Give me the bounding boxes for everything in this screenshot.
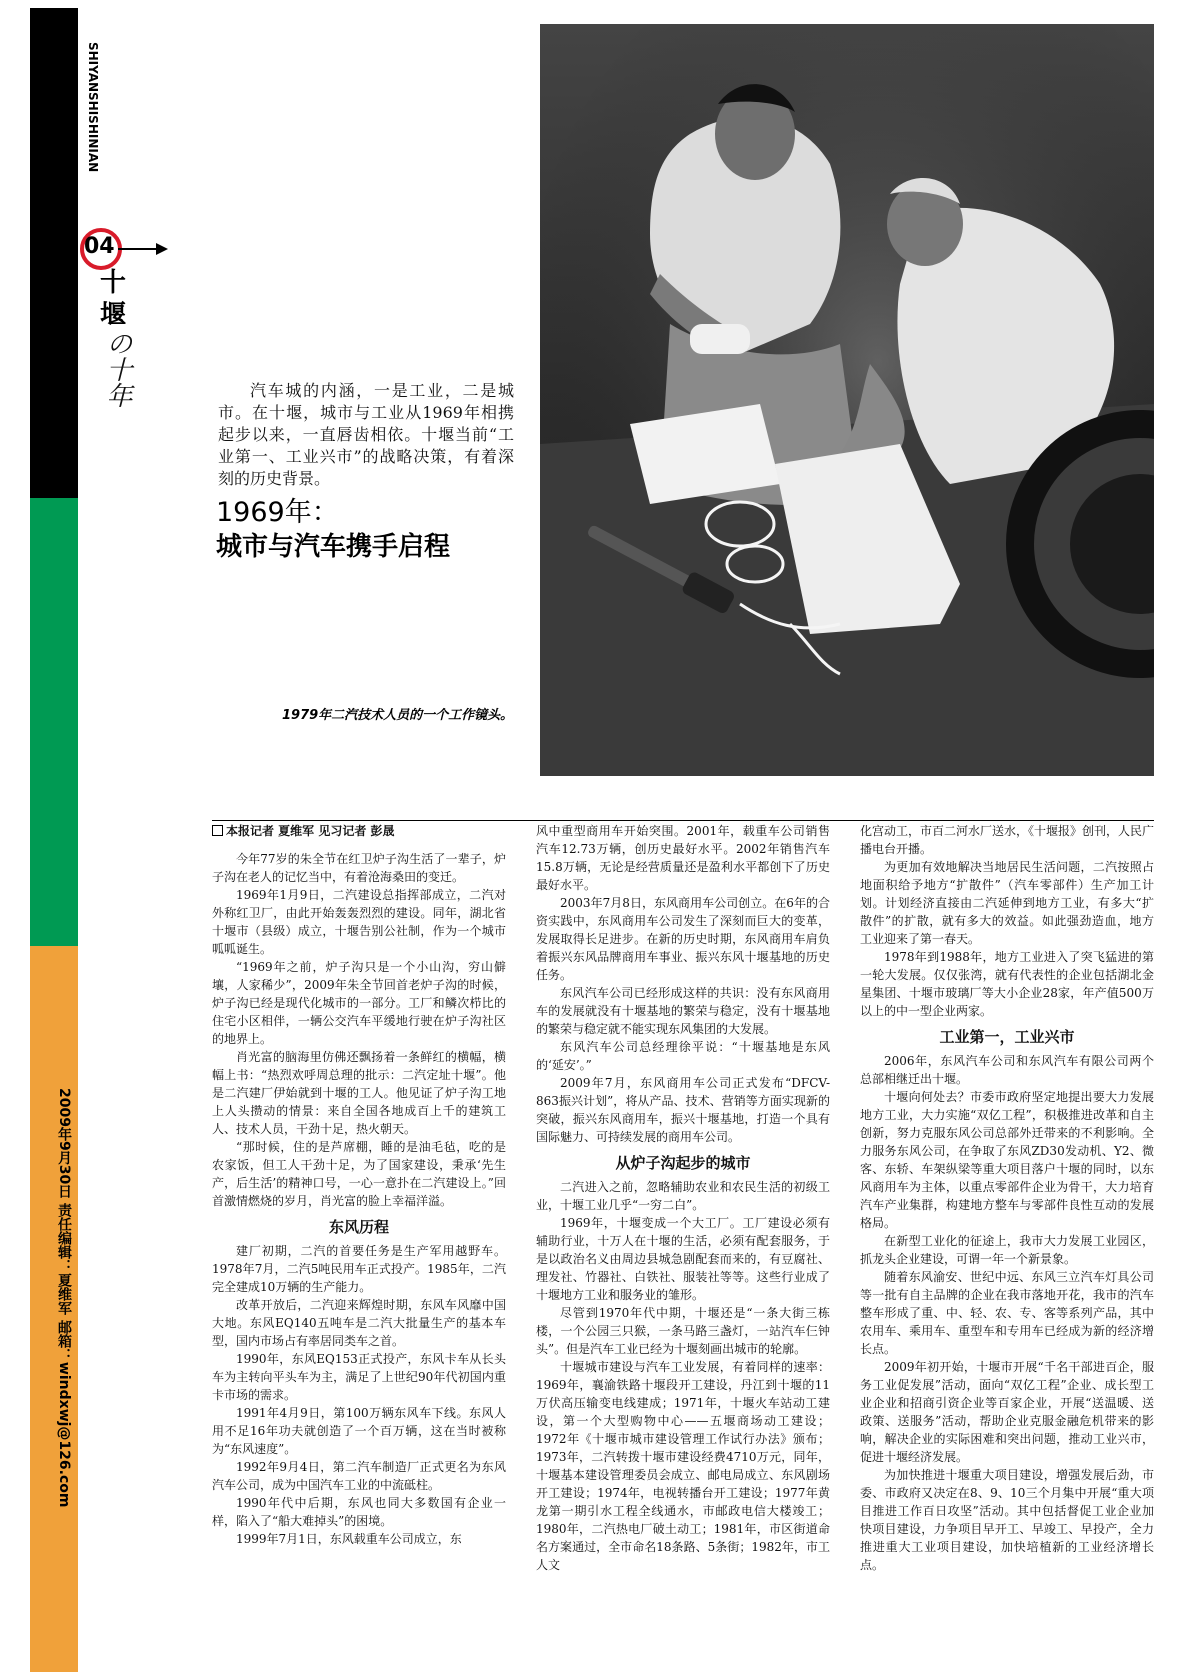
paragraph: 尽管到1970年代中期，十堰还是“一条大街三栋楼，一个公园三只猴，一条马路三盏灯，一站汽车仨钟头”。但是汽车工业已经为十堰刻画出城市的轮廓。 (536, 1306, 830, 1356)
sidebar-band-green (30, 498, 78, 946)
paragraph: 今年77岁的朱全节在红卫炉子沟生活了一辈子，炉子沟在老人的记忆当中，有着沧海桑田的变迁。 (212, 852, 506, 884)
logo-char-shi: 十 (100, 268, 127, 298)
paragraph: 二汽进入之前，忽略辅助农业和农民生活的初级工业，十堰工业几乎“一穷二白”。 (536, 1180, 830, 1212)
arrow-icon (118, 248, 158, 250)
sidebar-band-black (30, 8, 78, 498)
section-heading-dongfeng: 东风历程 (328, 1218, 389, 1236)
headline-year: 1969年： (216, 497, 339, 528)
logo-tail: の十年 (102, 330, 132, 408)
paragraph: 化宫动工，市百二河水厂送水，《十堰报》创刊，人民广播电台开播。 (860, 824, 1155, 856)
paragraph: 1992年9月4日，第二汽车制造厂正式更名为东风汽车公司，成为中国汽车工业的中流砥柱。 (212, 1460, 506, 1492)
footer-date-editor: 2009年9月30日 责任编辑：夏维军 邮箱：windxwj@126.com (56, 1088, 72, 1508)
lead-paragraph: 汽车城的内涵，一是工业，二是城市。在十堰，城市与工业从1969年相携起步以来，一直唇齿相依。十堰当前“工业第一、工业兴市”的战略决策，有着深刻的历史背景。 (218, 381, 514, 488)
workers-photo-illustration (540, 24, 1154, 776)
paragraph: 在新型工业化的征途上，我市大力发展工业园区，抓龙头企业建设，可谓一年一个新景象。 (860, 1234, 1154, 1266)
square-icon (212, 825, 223, 836)
logo-char-yan: 堰 (100, 300, 127, 330)
article-column-2 (536, 822, 830, 1574)
paragraph: 1990年代中后期，东风也同大多数国有企业一样，陷入了“船大难掉头”的困境。 (212, 1496, 506, 1528)
paragraph: 2003年7月8日，东风商用车公司创立。在6年的合资实践中，东风商用车公司发生了深刻而巨大的变革，发展取得长足进步。在新的历史时期，东风商用车肩负着振兴东风品牌商用车事业、振兴东风十堰基地的历史任务。 (536, 896, 830, 982)
paragraph: 2009年初开始，十堰市开展“千名干部进百企，服务工业促发展”活动，面向“双亿工程”企业、成长型工业企业和招商引资企业等百家企业，开展“送温暖、送政策、送服务”活动，帮助企业克服金融危机带来的影响，解决企业的实际困难和突出问题，推动工业兴市，促进十堰经济发展。 (860, 1360, 1154, 1464)
paragraph: 建厂初期，二汽的首要任务是生产军用越野车。1978年7月，二汽5吨民用车正式投产。1985年，二汽完全建成10万辆的生产能力。 (212, 1244, 506, 1294)
headline-subtitle: 城市与汽车携手启程 (216, 532, 451, 562)
paragraph: 东风汽车公司总经理徐平说：“十堰基地是东风的‘延安’。” (536, 1040, 830, 1072)
byline: 本报记者 夏维军 见习记者 彭晟 (212, 822, 506, 840)
photo-caption: 1979年二汽技术人员的一个工作镜头。 (282, 708, 514, 723)
paragraph: 风中重型商用车开始突围。2001年，载重车公司销售汽车12.73万辆，创历史最好水平。2002年销售汽车15.8万辆，无论是经营质量还是盈利水平都创下了历史最好水平。 (536, 824, 830, 892)
section-heading-city: 从炉子沟起步的城市 (615, 1154, 751, 1172)
article-column-1 (212, 822, 506, 1548)
paragraph: 十堰向何处去？市委市政府坚定地提出要大力发展地方工业，大力实施“双亿工程”，积极推进改革和自主创新，努力克服东风公司总部外迁带来的不利影响。全力服务东风公司，在争取了东风ZD30发动机、Y2、微客、东轿、车架纵梁等重大项目落户十堰的同时，以东风商用车为主体，以重点零部件企业为骨干，大力培育汽车产业集群，构建地方整车与零部件良性互动的发展格局。 (860, 1090, 1154, 1230)
paragraph: 东风汽车公司已经形成这样的共识：没有东风商用车的发展就没有十堰基地的繁荣与稳定，没有十堰基地的繁荣与稳定就不能实现东风集团的大发展。 (536, 986, 830, 1036)
paragraph: 1990年，东风EQ153正式投产，东风卡车从长头车为主转向平头车为主，满足了上世纪90年代初国内重卡市场的需求。 (212, 1352, 506, 1402)
paragraph: 1991年4月9日，第100万辆东风车下线。东风人用不足16年功夫就创造了一个百万辆，这在当时被称为“东风速度”。 (212, 1406, 506, 1456)
section-pinyin: SHIYANSHISHINIAN (86, 42, 100, 173)
paragraph: 十堰城市建设与汽车工业发展，有着同样的速率：1969年，襄渝铁路十堰段开工建设，丹江到十堰的11万伏高压输变电线建成；1971年，十堰火车站动工建设，第一个大型购物中心——五堰商场动工建设；1972年《十堰市城市建设管理工作试行办法》颁布；1973年，二汽转拨十堰市建设经费4710万元，同年，十堰基本建设管理委员会成立、邮电局成立、东风剧场开工建设；1974年，电视转播台开工建设；1977年黄龙第一期引水工程全线通水，市邮政电信大楼竣工；1980年，二汽热电厂破土动工；1981年，市区街道命名方案通过，全市命名18条路、5条街；1982年，市工人文 (536, 1360, 830, 1572)
paragraph: 2009年7月，东风商用车公司正式发布“DFCV-863振兴计划”，将从产品、技术、营销等方面实现新的突破，振兴东风商用车，振兴十堰基地，打造一个具有国际魅力、可持续发展的商用车公司。 (536, 1076, 830, 1144)
paragraph: “1969年之前，炉子沟只是一个小山沟，穷山僻壤，人家稀少”，2009年朱全节回首老炉子沟的时候，炉子沟已经是现代化城市的一部分。工厂和鳞次栉比的住宅小区相伴，一辆公交汽车平缓地行驶在炉子沟社区的地界上。 (212, 960, 506, 1046)
article-column-3 (860, 822, 1154, 1574)
divider-rule (212, 820, 1154, 821)
arrow-head-icon (156, 243, 168, 255)
paragraph: 2006年，东风汽车公司和东风汽车有限公司两个总部相继迁出十堰。 (860, 1054, 1154, 1086)
historic-photo (540, 24, 1154, 776)
paragraph: “那时候，住的是芦席棚，睡的是油毛毡，吃的是农家饭，但工人干劲十足，为了国家建设，秉承‘先生产，后生活’的精神口号，一心一意扑在二汽建设上。”回首激情燃烧的岁月，肖光富的脸上幸福洋溢。 (212, 1140, 506, 1208)
paragraph: 1969年，十堰变成一个大工厂。工厂建设必须有辅助行业，十万人在十堰的生活，必须有配套服务，于是以政治名义由周边县城急剧配套而来的，有豆腐社、理发社、竹器社、白铁社、服装社等等。这些行业成了十堰地方工业和服务业的雏形。 (536, 1216, 830, 1302)
section-heading-industry: 工业第一，工业兴市 (939, 1028, 1075, 1046)
page-number: 04 (84, 234, 115, 259)
paragraph: 随着东风渝安、世纪中远、东风三立汽车灯具公司等一批有自主品牌的企业在我市落地开花，我市的汽车整车形成了重、中、轻、农、专、客等系列产品，其中农用车、乘用车、重型车和专用车已经成为新的经济增长点。 (860, 1270, 1154, 1356)
paragraph: 改革开放后，二汽迎来辉煌时期，东风车风靡中国大地。东风EQ140五吨车是二汽大批量生产的基本车型，国内市场占有率居同类车之首。 (212, 1298, 506, 1348)
paragraph: 1969年1月9日，二汽建设总指挥部成立，二汽对外称红卫厂，由此开始轰轰烈烈的建设。同年，湖北省十堰市（县级）成立，十堰告别公社制，作为一个城市呱呱诞生。 (212, 888, 506, 956)
paragraph: 肖光富的脑海里仿佛还飘扬着一条鲜红的横幅，横幅上书：“热烈欢呼周总理的批示：二汽定址十堰”。他是二汽建厂伊始就到十堰的工人。他见证了炉子沟工地上人头攒动的情景：来自全国各地成百上千的建筑工人、技术人员，干劲十足，热火朝天。 (212, 1050, 506, 1136)
paragraph: 为更加有效地解决当地居民生活问题，二汽按照占地面积给予地方“扩散件”（汽车零部件）生产加工计划。计划经济直接由二汽延伸到地方工业，有多大“扩散件”的扩散，就有多大的效益。如此强劲造血，地方工业迎来了第一春天。 (860, 860, 1154, 946)
paragraph: 1978年到1988年，地方工业进入了突飞猛进的第一轮大发展。仅仅张湾，就有代表性的企业包括湖北金星集团、十堰市玻璃厂等大小企业28家，年产值500万以上的中一型企业两家。 (860, 950, 1154, 1018)
paragraph: 1999年7月1日，东风载重车公司成立，东 (236, 1532, 462, 1546)
paragraph: 为加快推进十堰重大项目建设，增强发展后劲，市委、市政府又决定在8、9、10三个月集中开展“重大项目推进工作百日攻坚”活动。其中包括督促工业企业加快项目建设，力争项目早开工、早竣工、早投产，全力推进重大工业项目建设，加快培植新的工业经济增长点。 (860, 1468, 1154, 1572)
